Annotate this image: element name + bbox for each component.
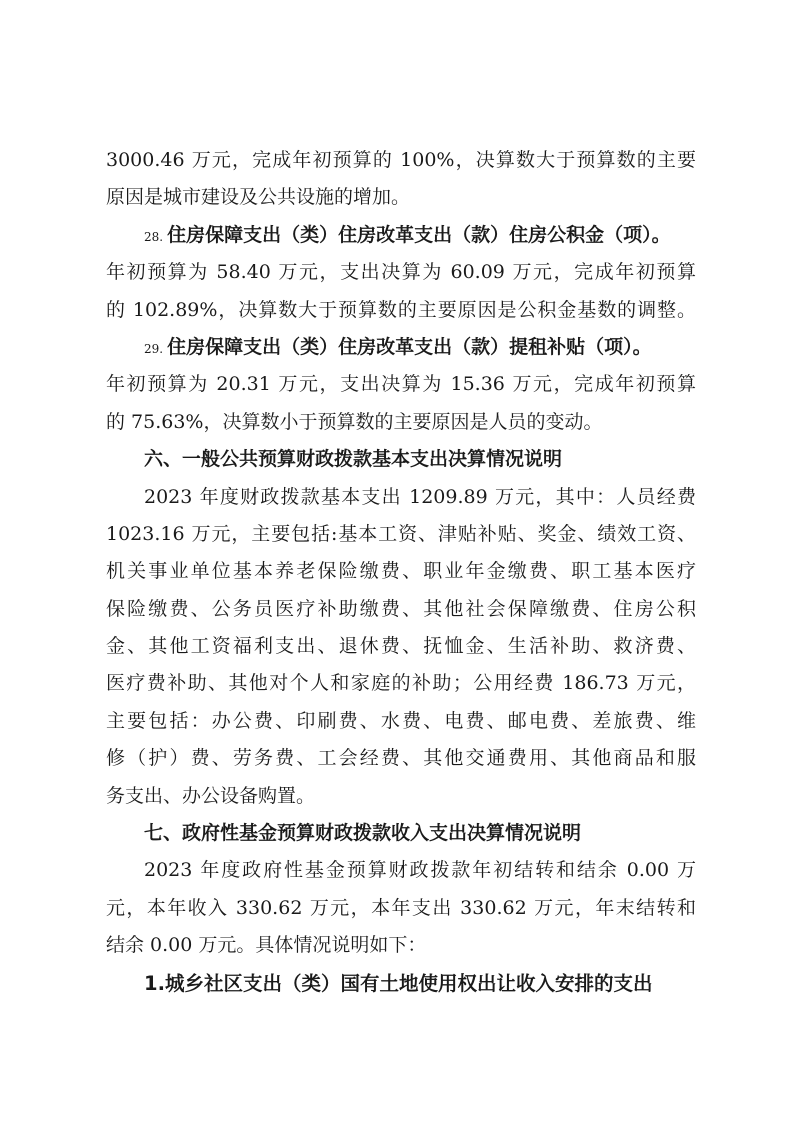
item-heading-29 xyxy=(106,329,696,366)
paragraph-line: 2023 年度财政拨款基本支出 1209.89 万元，其中：人员经费 xyxy=(144,485,696,508)
item-heading-text: 住房保障支出（类）住房改革支出（款）提租补贴（项）。 xyxy=(167,335,652,358)
section-heading-6: 六、一般公共预算财政拨款基本支出决算情况说明 xyxy=(144,448,563,471)
paragraph-line: 机关事业单位基本养老保险缴费、职业年金缴费、职工基本医疗 xyxy=(106,560,696,583)
item-heading-text: 住房保障支出（类）住房改革支出（款）住房公积金（项）。 xyxy=(167,223,671,246)
paragraph-line: 3000.46 万元，完成年初预算的 100%，决算数大于预算数的主要 xyxy=(106,149,696,171)
paragraph-line: 修（护）费、劳务费、工会经费、其他交通费用、其他商品和服 xyxy=(106,747,696,770)
item-number: 28. xyxy=(144,229,164,244)
document-body xyxy=(106,142,696,1002)
paragraph-line: 金、其他工资福利支出、退休费、抚恤金、生活补助、救济费、 xyxy=(106,635,696,658)
paragraph-line: 2023 年度政府性基金预算财政拨款年初结转和结余 0.00 万 xyxy=(144,859,696,882)
paragraph-line: 年初预算为 58.40 万元，支出决算为 60.09 万元，完成年初预算 xyxy=(106,261,696,284)
item-number: 29. xyxy=(144,341,164,356)
paragraph-line: 1023.16 万元，主要包括:基本工资、津贴补贴、奖金、绩效工资、 xyxy=(106,522,696,545)
paragraph-line: 结余 0.00 万元。具体情况说明如下： xyxy=(106,934,427,957)
paragraph-line: 的 102.89%，决算数大于预算数的主要原因是公积金基数的调整。 xyxy=(106,298,696,321)
paragraph-line: 元，本年收入 330.62 万元，本年支出 330.62 万元，年末结转和 xyxy=(106,896,696,919)
paragraph-line: 原因是城市建设及公共设施的增加。 xyxy=(106,186,411,209)
subsection-heading-1: 1.城乡社区支出（类）国有土地使用权出让收入安排的支出 xyxy=(144,971,653,995)
paragraph-line: 主要包括：办公费、印刷费、水费、电费、邮电费、差旅费、维 xyxy=(106,709,696,732)
paragraph-line: 的 75.63%，决算数小于预算数的主要原因是人员的变动。 xyxy=(106,410,603,433)
paragraph-line: 务支出、办公设备购置。 xyxy=(106,784,316,807)
section-heading-7: 七、政府性基金预算财政拨款收入支出决算情况说明 xyxy=(144,822,582,845)
item-heading-28 xyxy=(106,217,696,254)
paragraph-line: 医疗费补助、其他对个人和家庭的补助；公用经费 186.73 万元， xyxy=(106,672,696,695)
paragraph-line: 保险缴费、公务员医疗补助缴费、其他社会保障缴费、住房公积 xyxy=(106,597,696,620)
paragraph-line: 年初预算为 20.31 万元，支出决算为 15.36 万元，完成年初预算 xyxy=(106,373,696,396)
